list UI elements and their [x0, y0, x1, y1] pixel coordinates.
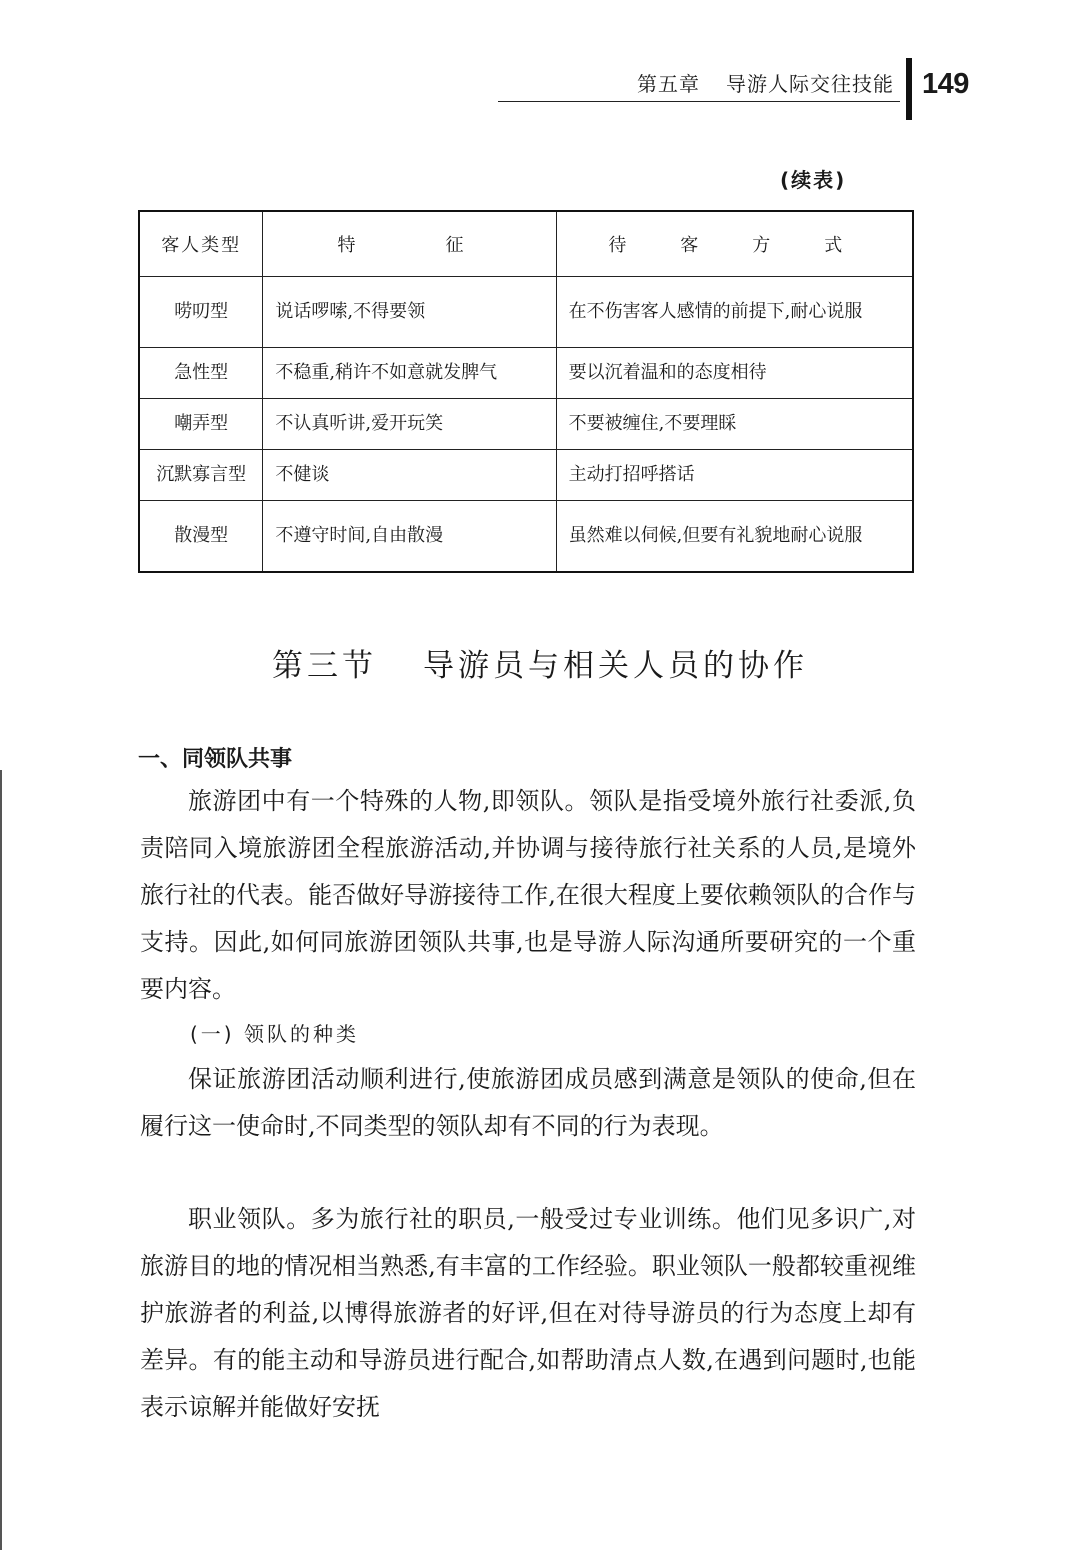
body-paragraph: 保证旅游团活动顺利进行,使旅游团成员感到满意是领队的使命,但在履行这一使命时,不同类型的领队却有不同的行为表现。 — [140, 1065, 916, 1140]
approach-cell: 虽然难以伺候,但要有礼貌地耐心说服 — [556, 501, 913, 573]
header-divider-bar — [906, 58, 912, 120]
continued-label: (续表) — [780, 168, 847, 192]
sub-subsection-heading: (一) 领队的种类 — [190, 1022, 359, 1046]
chapter-title: 导游人际交往技能 — [726, 72, 894, 96]
subsection-heading: 一、同领队共事 — [138, 747, 293, 772]
feature-cell: 说话啰嗦,不得要领 — [263, 277, 556, 348]
approach-cell: 主动打招呼搭话 — [556, 450, 913, 501]
table-row — [139, 277, 913, 348]
table-row — [139, 450, 913, 501]
approach-cell: 要以沉着温和的态度相待 — [556, 348, 913, 399]
table-row — [139, 348, 913, 399]
approach-cell: 不要被缠住,不要理睬 — [556, 399, 913, 450]
column-header-approach: 待 客 方 式 — [556, 211, 913, 277]
guest-type-cell: 散漫型 — [139, 501, 263, 573]
column-header-feature: 特 征 — [263, 211, 556, 277]
table-row — [139, 501, 913, 573]
feature-cell: 不认真听讲,爱开玩笑 — [263, 399, 556, 450]
column-header-type: 客人类型 — [139, 211, 263, 277]
chapter-number: 第五章 — [637, 72, 700, 96]
section-number: 第三节 — [272, 648, 377, 684]
section-heading: 导游员与相关人员的协作 — [423, 648, 808, 684]
page-number: 149 — [922, 68, 969, 100]
section-title — [0, 640, 1080, 685]
approach-cell: 在不伤害客人感情的前提下,耐心说服 — [556, 277, 913, 348]
guest-type-cell: 嘲弄型 — [139, 399, 263, 450]
running-header — [498, 66, 900, 102]
body-paragraph: 旅游团中有一个特殊的人物,即领队。领队是指受境外旅行社委派,负责陪同入境旅游团全程旅游活动,并协调与接待旅行社关系的人员,是境外旅行社的代表。能否做好导游接待工作,在很大程度上要依赖领队的合作与支持。因此,如何同旅游团领队共事,也是导游人际沟通所要研究的一个重要内容。 — [140, 787, 916, 1003]
table-row — [139, 399, 913, 450]
body-paragraph: 职业领队。多为旅行社的职员,一般受过专业训练。他们见多识广,对旅游目的地的情况相当熟悉,有丰富的工作经验。职业领队一般都较重视维护旅游者的利益,以博得旅游者的好评,但在对待导游员的行为态度上却有差异。有的能主动和导游员进行配合,如帮助清点人数,在遇到问题时,也能表示谅解并能做好安抚 — [140, 1205, 916, 1421]
guest-type-cell: 唠叨型 — [139, 277, 263, 348]
page-edge-line — [0, 770, 2, 1550]
guest-type-cell: 急性型 — [139, 348, 263, 399]
table-header-row — [139, 211, 913, 277]
feature-cell: 不遵守时间,自由散漫 — [263, 501, 556, 573]
feature-cell: 不稳重,稍许不如意就发脾气 — [263, 348, 556, 399]
guest-type-cell: 沉默寡言型 — [139, 450, 263, 501]
feature-cell: 不健谈 — [263, 450, 556, 501]
guest-type-table — [138, 210, 914, 573]
